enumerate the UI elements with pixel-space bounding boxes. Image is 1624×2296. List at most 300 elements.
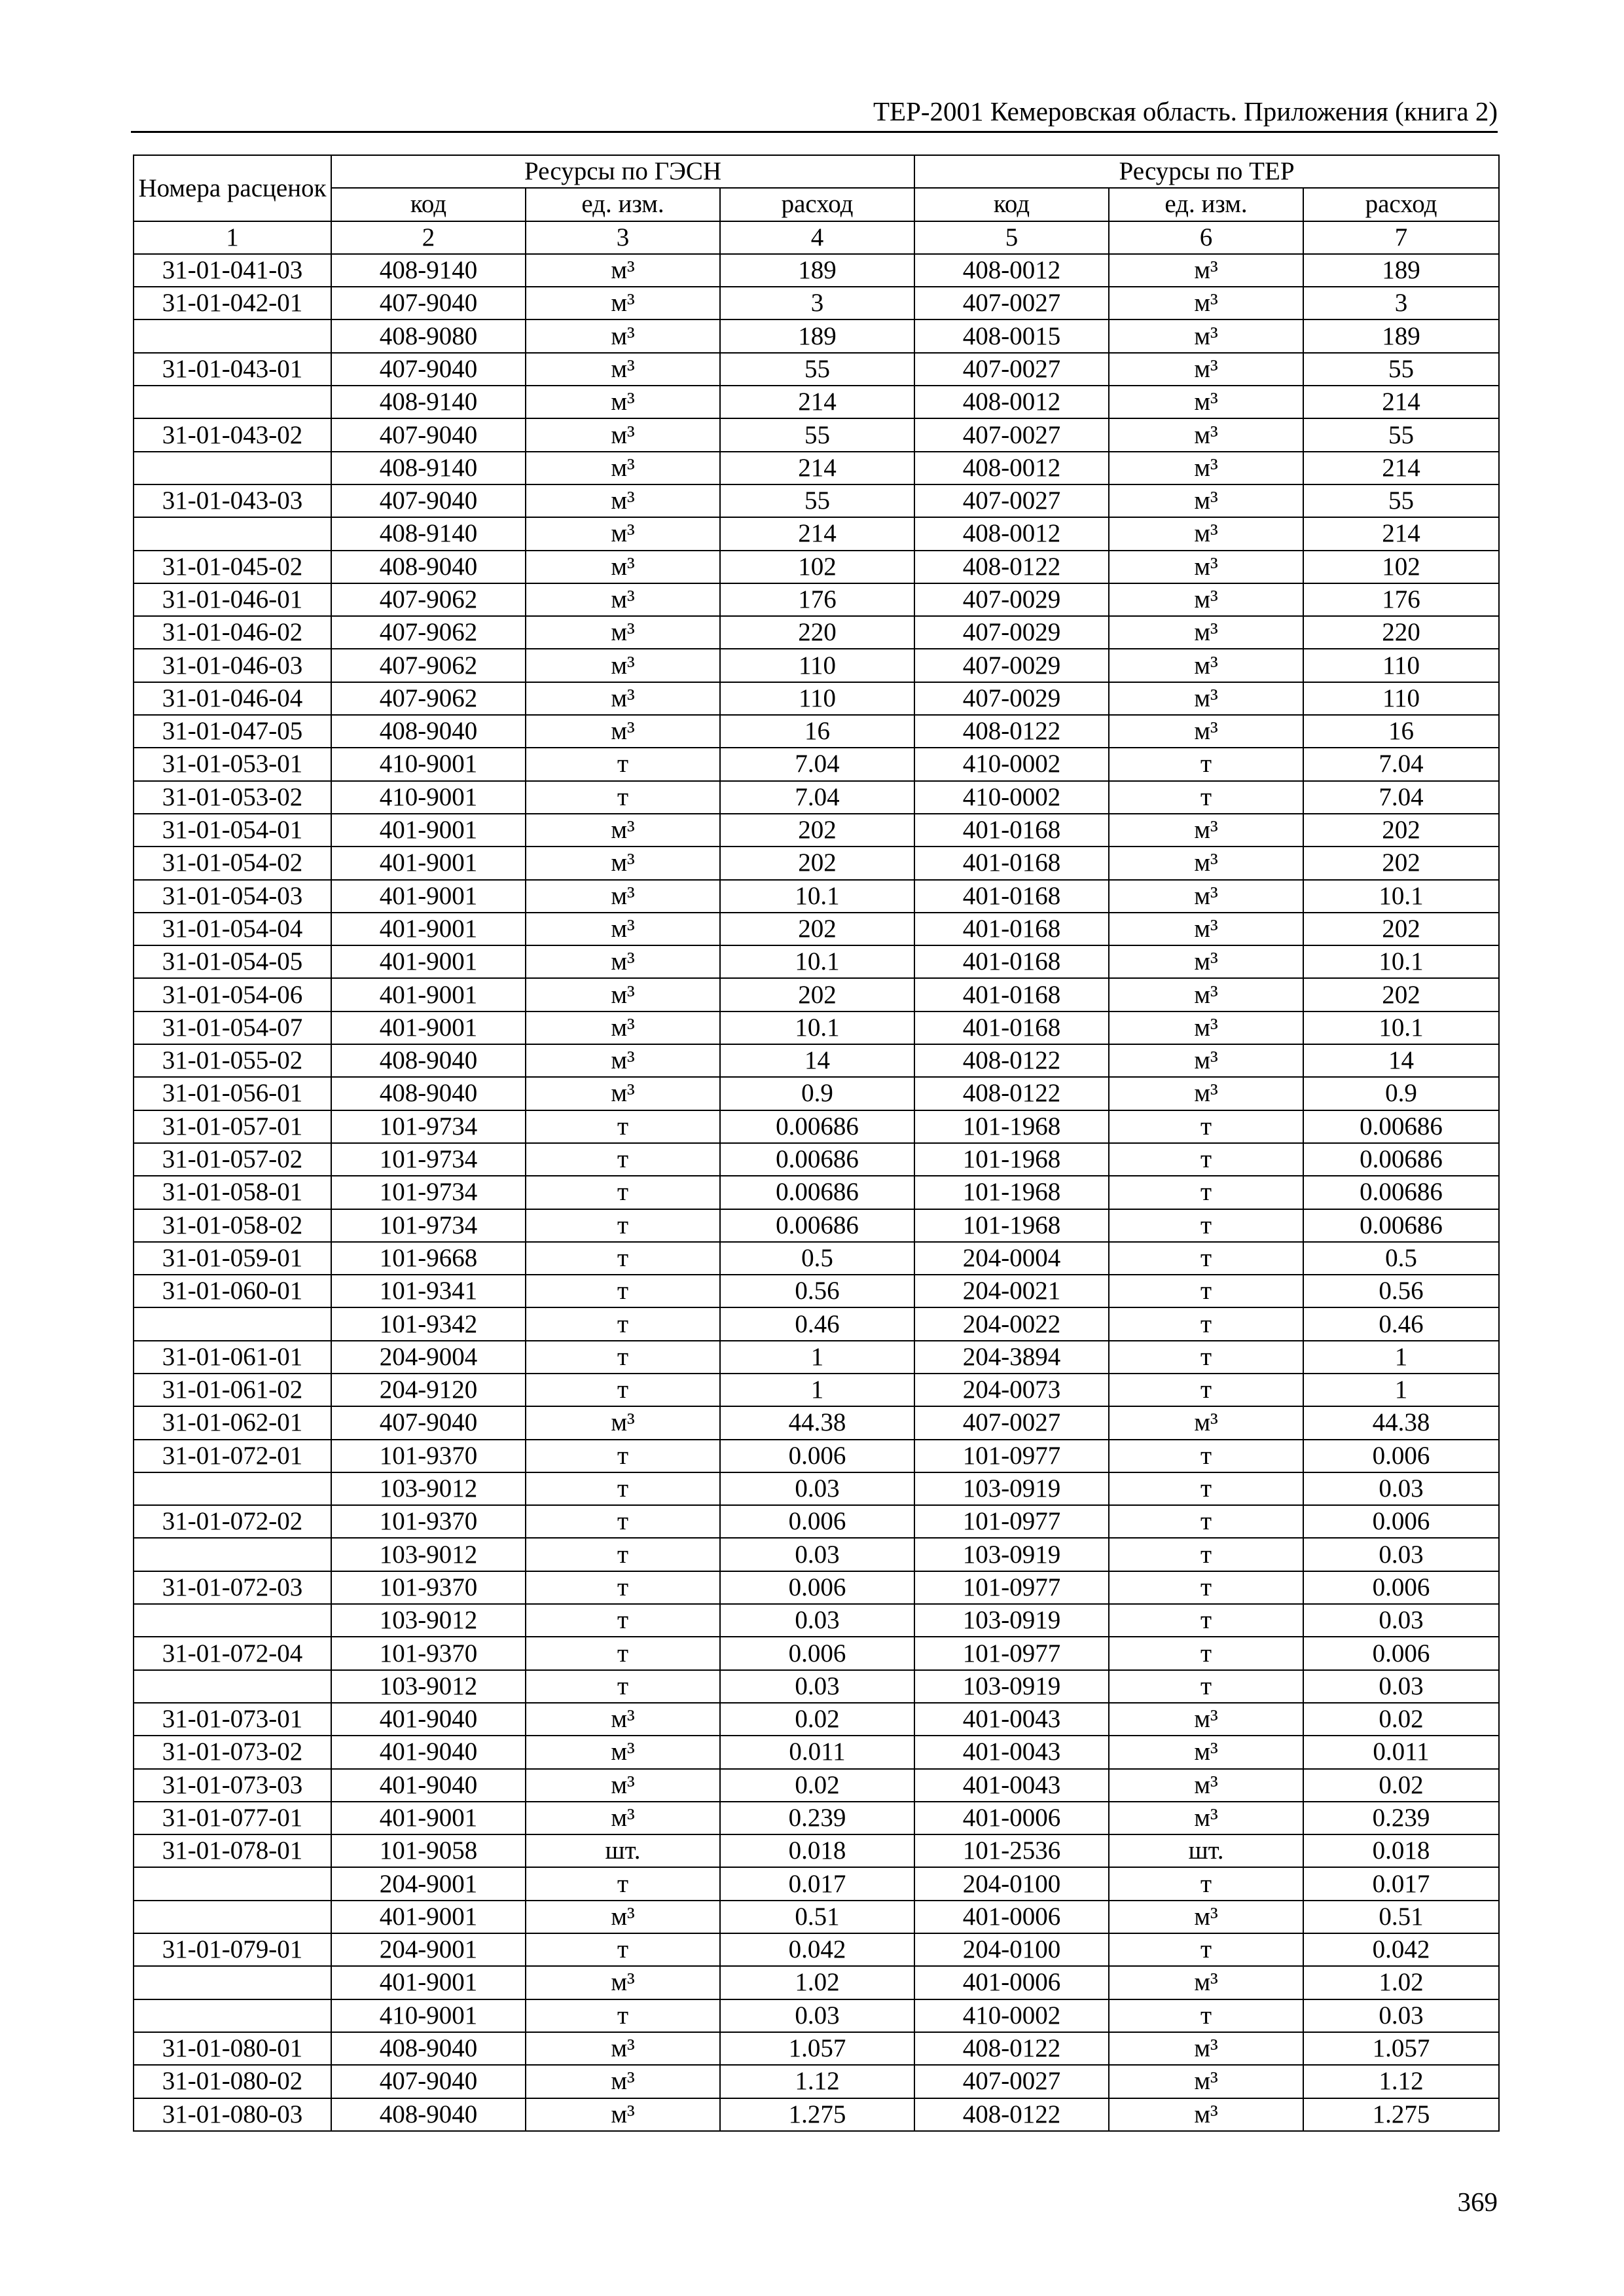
cell-gesn-unit: т (526, 1867, 720, 1900)
cell-rate-number (134, 1472, 331, 1505)
column-header-ter-qty: расход (1303, 188, 1499, 221)
cell-ter-qty: 0.011 (1303, 1736, 1499, 1768)
table-body (134, 254, 1499, 2131)
cell-rate-number: 31-01-077-01 (134, 1802, 331, 1834)
cell-gesn-unit: т (526, 1440, 720, 1472)
cell-ter-unit: м³ (1109, 353, 1303, 386)
cell-ter-code: 204-0021 (914, 1275, 1109, 1307)
cell-gesn-qty: 0.00686 (720, 1143, 914, 1176)
table-row (134, 2098, 1499, 2131)
table-row (134, 715, 1499, 748)
cell-rate-number: 31-01-072-02 (134, 1505, 331, 1538)
table-row (134, 682, 1499, 715)
cell-gesn-unit: м³ (526, 517, 720, 550)
cell-gesn-qty: 0.017 (720, 1867, 914, 1900)
cell-ter-unit: т (1109, 748, 1303, 780)
cell-ter-qty: 0.03 (1303, 1604, 1499, 1637)
cell-gesn-qty: 202 (720, 847, 914, 879)
table-row (134, 945, 1499, 978)
cell-gesn-unit: м³ (526, 319, 720, 352)
column-group-gesn: Ресурсы по ГЭСН (331, 155, 914, 188)
cell-ter-qty: 102 (1303, 551, 1499, 583)
cell-ter-qty: 55 (1303, 353, 1499, 386)
cell-ter-qty: 0.00686 (1303, 1110, 1499, 1143)
cell-rate-number: 31-01-072-04 (134, 1637, 331, 1669)
cell-ter-code: 410-0002 (914, 1999, 1109, 2032)
cell-gesn-qty: 0.006 (720, 1505, 914, 1538)
cell-gesn-code: 410-9001 (331, 1999, 526, 2032)
cell-gesn-qty: 0.9 (720, 1077, 914, 1110)
cell-ter-code: 408-0012 (914, 517, 1109, 550)
cell-rate-number: 31-01-078-01 (134, 1834, 331, 1867)
cell-gesn-unit: м³ (526, 1044, 720, 1077)
cell-gesn-code: 401-9001 (331, 1802, 526, 1834)
cell-gesn-unit: м³ (526, 1736, 720, 1768)
cell-rate-number: 31-01-057-02 (134, 1143, 331, 1176)
table-row (134, 847, 1499, 879)
resource-table (133, 155, 1500, 2132)
cell-rate-number: 31-01-073-01 (134, 1703, 331, 1736)
cell-ter-unit: м³ (1109, 978, 1303, 1011)
cell-ter-code: 401-0006 (914, 1966, 1109, 1999)
cell-gesn-code: 101-9341 (331, 1275, 526, 1307)
cell-ter-qty: 1.275 (1303, 2098, 1499, 2131)
table-row (134, 484, 1499, 517)
cell-gesn-qty: 10.1 (720, 1011, 914, 1044)
column-number: 6 (1109, 221, 1303, 254)
cell-gesn-qty: 0.03 (720, 1604, 914, 1637)
cell-ter-qty: 189 (1303, 254, 1499, 287)
cell-ter-unit: м³ (1109, 649, 1303, 682)
cell-gesn-code: 101-9734 (331, 1209, 526, 1242)
table-row (134, 1571, 1499, 1604)
cell-gesn-qty: 0.03 (720, 1538, 914, 1571)
cell-gesn-unit: т (526, 1275, 720, 1307)
cell-gesn-unit: м³ (526, 1966, 720, 1999)
cell-gesn-unit: м³ (526, 2032, 720, 2065)
cell-gesn-unit: м³ (526, 2098, 720, 2131)
cell-gesn-qty: 0.51 (720, 1901, 914, 1933)
cell-rate-number (134, 1670, 331, 1703)
cell-ter-code: 407-0027 (914, 484, 1109, 517)
cell-gesn-qty: 3 (720, 287, 914, 319)
cell-gesn-unit: м³ (526, 1802, 720, 1834)
cell-gesn-unit: т (526, 1637, 720, 1669)
cell-gesn-qty: 55 (720, 353, 914, 386)
cell-ter-code: 101-1968 (914, 1176, 1109, 1209)
table-row (134, 1769, 1499, 1802)
cell-gesn-unit: т (526, 1307, 720, 1340)
table-row (134, 1901, 1499, 1933)
cell-ter-code: 407-0027 (914, 2065, 1109, 2098)
cell-ter-unit: т (1109, 1867, 1303, 1900)
cell-gesn-unit: м³ (526, 1406, 720, 1439)
cell-rate-number (134, 1999, 331, 2032)
cell-gesn-code: 101-9370 (331, 1440, 526, 1472)
cell-ter-qty: 10.1 (1303, 1011, 1499, 1044)
cell-ter-qty: 0.03 (1303, 1670, 1499, 1703)
table-row (134, 1703, 1499, 1736)
cell-rate-number: 31-01-073-02 (134, 1736, 331, 1768)
cell-ter-unit: т (1109, 1604, 1303, 1637)
cell-gesn-code: 401-9040 (331, 1769, 526, 1802)
cell-gesn-unit: м³ (526, 978, 720, 1011)
table-row (134, 1176, 1499, 1209)
cell-gesn-code: 407-9062 (331, 649, 526, 682)
cell-ter-code: 408-0012 (914, 452, 1109, 484)
cell-ter-code: 103-0919 (914, 1472, 1109, 1505)
cell-gesn-unit: м³ (526, 484, 720, 517)
cell-rate-number: 31-01-062-01 (134, 1406, 331, 1439)
cell-ter-code: 408-0122 (914, 2032, 1109, 2065)
cell-gesn-code: 101-9342 (331, 1307, 526, 1340)
cell-gesn-unit: т (526, 748, 720, 780)
table-row (134, 1011, 1499, 1044)
cell-ter-code: 408-0122 (914, 2098, 1109, 2131)
cell-ter-code: 101-1968 (914, 1110, 1109, 1143)
cell-ter-unit: м³ (1109, 814, 1303, 847)
cell-gesn-code: 401-9001 (331, 1011, 526, 1044)
cell-gesn-qty: 0.03 (720, 1670, 914, 1703)
cell-gesn-unit: м³ (526, 353, 720, 386)
cell-gesn-code: 408-9040 (331, 2098, 526, 2131)
table-row (134, 1242, 1499, 1275)
cell-ter-unit: м³ (1109, 319, 1303, 352)
cell-rate-number (134, 517, 331, 550)
cell-ter-code: 408-0012 (914, 386, 1109, 418)
cell-gesn-unit: м³ (526, 583, 720, 616)
cell-ter-unit: шт. (1109, 1834, 1303, 1867)
cell-rate-number: 31-01-054-04 (134, 913, 331, 945)
table-row (134, 1440, 1499, 1472)
cell-gesn-unit: м³ (526, 616, 720, 649)
table-row (134, 1275, 1499, 1307)
table-row (134, 1999, 1499, 2032)
cell-rate-number: 31-01-042-01 (134, 287, 331, 319)
cell-gesn-unit: м³ (526, 945, 720, 978)
cell-ter-unit: м³ (1109, 945, 1303, 978)
cell-gesn-unit: м³ (526, 1077, 720, 1110)
cell-ter-unit: т (1109, 1275, 1303, 1307)
cell-gesn-qty: 0.018 (720, 1834, 914, 1867)
cell-gesn-qty: 44.38 (720, 1406, 914, 1439)
cell-gesn-unit: т (526, 1242, 720, 1275)
header-row-subcolumns (134, 188, 1499, 221)
cell-ter-code: 408-0012 (914, 254, 1109, 287)
cell-ter-unit: м³ (1109, 1406, 1303, 1439)
cell-ter-code: 101-0977 (914, 1637, 1109, 1669)
cell-gesn-qty: 0.006 (720, 1571, 914, 1604)
column-header-ter-code: код (914, 188, 1109, 221)
table-row (134, 1834, 1499, 1867)
cell-gesn-code: 408-9040 (331, 551, 526, 583)
table-row (134, 353, 1499, 386)
cell-ter-qty: 0.017 (1303, 1867, 1499, 1900)
cell-gesn-code: 408-9040 (331, 2032, 526, 2065)
cell-ter-code: 204-0100 (914, 1867, 1109, 1900)
cell-ter-code: 408-0015 (914, 319, 1109, 352)
cell-gesn-code: 401-9001 (331, 1966, 526, 1999)
cell-ter-code: 204-0100 (914, 1933, 1109, 1966)
cell-gesn-qty: 0.042 (720, 1933, 914, 1966)
table-row (134, 1341, 1499, 1374)
cell-gesn-code: 103-9012 (331, 1670, 526, 1703)
cell-ter-qty: 55 (1303, 484, 1499, 517)
cell-ter-qty: 202 (1303, 847, 1499, 879)
cell-gesn-code: 101-9668 (331, 1242, 526, 1275)
cell-gesn-qty: 189 (720, 319, 914, 352)
cell-ter-qty: 189 (1303, 319, 1499, 352)
cell-ter-unit: т (1109, 1110, 1303, 1143)
cell-rate-number: 31-01-045-02 (134, 551, 331, 583)
cell-gesn-qty: 16 (720, 715, 914, 748)
cell-gesn-unit: т (526, 1176, 720, 1209)
table-row (134, 2032, 1499, 2065)
cell-ter-unit: м³ (1109, 551, 1303, 583)
cell-gesn-unit: т (526, 1110, 720, 1143)
cell-gesn-qty: 0.006 (720, 1637, 914, 1669)
cell-ter-unit: м³ (1109, 418, 1303, 451)
column-group-ter: Ресурсы по ТЕР (914, 155, 1499, 188)
cell-gesn-qty: 202 (720, 913, 914, 945)
cell-rate-number: 31-01-054-07 (134, 1011, 331, 1044)
cell-gesn-qty: 0.02 (720, 1769, 914, 1802)
cell-rate-number: 31-01-080-03 (134, 2098, 331, 2131)
cell-ter-code: 407-0027 (914, 1406, 1109, 1439)
cell-rate-number: 31-01-073-03 (134, 1769, 331, 1802)
cell-ter-code: 401-0168 (914, 978, 1109, 1011)
cell-ter-unit: т (1109, 781, 1303, 814)
table-row (134, 1604, 1499, 1637)
cell-gesn-unit: м³ (526, 880, 720, 913)
cell-ter-code: 401-0168 (914, 814, 1109, 847)
cell-ter-qty: 0.5 (1303, 1242, 1499, 1275)
cell-ter-qty: 1.057 (1303, 2032, 1499, 2065)
cell-ter-qty: 202 (1303, 978, 1499, 1011)
cell-rate-number: 31-01-043-03 (134, 484, 331, 517)
cell-ter-unit: м³ (1109, 254, 1303, 287)
cell-ter-code: 101-1968 (914, 1209, 1109, 1242)
cell-gesn-unit: т (526, 1571, 720, 1604)
table-row (134, 1110, 1499, 1143)
column-number: 7 (1303, 221, 1499, 254)
cell-ter-qty: 1.02 (1303, 1966, 1499, 1999)
cell-rate-number: 31-01-054-05 (134, 945, 331, 978)
cell-rate-number: 31-01-072-01 (134, 1440, 331, 1472)
cell-gesn-code: 408-9080 (331, 319, 526, 352)
cell-ter-qty: 0.03 (1303, 1472, 1499, 1505)
cell-ter-code: 410-0002 (914, 781, 1109, 814)
cell-gesn-unit: м³ (526, 386, 720, 418)
cell-gesn-unit: м³ (526, 913, 720, 945)
cell-ter-unit: т (1109, 1209, 1303, 1242)
cell-ter-code: 204-0022 (914, 1307, 1109, 1340)
cell-ter-qty: 220 (1303, 616, 1499, 649)
cell-ter-unit: т (1109, 1143, 1303, 1176)
cell-ter-unit: т (1109, 1670, 1303, 1703)
cell-ter-unit: м³ (1109, 1802, 1303, 1834)
cell-ter-qty: 214 (1303, 386, 1499, 418)
cell-ter-code: 407-0027 (914, 353, 1109, 386)
cell-rate-number (134, 1867, 331, 1900)
cell-ter-code: 401-0043 (914, 1736, 1109, 1768)
cell-ter-qty: 0.018 (1303, 1834, 1499, 1867)
cell-ter-qty: 1 (1303, 1341, 1499, 1374)
cell-ter-qty: 0.00686 (1303, 1176, 1499, 1209)
cell-gesn-code: 204-9001 (331, 1933, 526, 1966)
table-row (134, 1374, 1499, 1406)
cell-ter-qty: 55 (1303, 418, 1499, 451)
cell-gesn-unit: м³ (526, 682, 720, 715)
cell-gesn-code: 407-9040 (331, 287, 526, 319)
cell-rate-number: 31-01-054-06 (134, 978, 331, 1011)
cell-ter-code: 204-0004 (914, 1242, 1109, 1275)
cell-ter-unit: т (1109, 1307, 1303, 1340)
cell-gesn-qty: 202 (720, 978, 914, 1011)
cell-gesn-code: 407-9040 (331, 484, 526, 517)
cell-gesn-qty: 0.5 (720, 1242, 914, 1275)
table-row (134, 517, 1499, 550)
running-header: ТЕР-2001 Кемеровская область. Приложения (книга 2) (873, 96, 1498, 126)
cell-gesn-code: 410-9001 (331, 748, 526, 780)
cell-ter-code: 103-0919 (914, 1538, 1109, 1571)
cell-gesn-qty: 10.1 (720, 880, 914, 913)
cell-gesn-code: 204-9004 (331, 1341, 526, 1374)
cell-gesn-code: 408-9140 (331, 386, 526, 418)
cell-ter-unit: т (1109, 1374, 1303, 1406)
cell-ter-qty: 7.04 (1303, 781, 1499, 814)
cell-gesn-code: 101-9058 (331, 1834, 526, 1867)
table-row (134, 1637, 1499, 1669)
cell-gesn-code: 103-9012 (331, 1538, 526, 1571)
cell-ter-unit: м³ (1109, 1769, 1303, 1802)
cell-ter-qty: 0.56 (1303, 1275, 1499, 1307)
cell-gesn-code: 401-9040 (331, 1736, 526, 1768)
cell-ter-code: 101-2536 (914, 1834, 1109, 1867)
cell-gesn-qty: 220 (720, 616, 914, 649)
cell-ter-qty: 0.02 (1303, 1703, 1499, 1736)
cell-gesn-code: 407-9040 (331, 353, 526, 386)
cell-rate-number: 31-01-047-05 (134, 715, 331, 748)
cell-gesn-unit: м³ (526, 418, 720, 451)
cell-rate-number: 31-01-080-02 (134, 2065, 331, 2098)
cell-ter-code: 401-0168 (914, 913, 1109, 945)
cell-gesn-code: 101-9370 (331, 1637, 526, 1669)
cell-gesn-unit: м³ (526, 1703, 720, 1736)
cell-ter-unit: м³ (1109, 1901, 1303, 1933)
table-row (134, 1867, 1499, 1900)
cell-ter-qty: 0.03 (1303, 1538, 1499, 1571)
cell-gesn-qty: 7.04 (720, 748, 914, 780)
cell-gesn-code: 204-9120 (331, 1374, 526, 1406)
cell-gesn-unit: м³ (526, 814, 720, 847)
cell-gesn-qty: 1 (720, 1341, 914, 1374)
cell-rate-number (134, 1901, 331, 1933)
cell-ter-code: 401-0168 (914, 880, 1109, 913)
cell-ter-unit: т (1109, 1341, 1303, 1374)
column-header-gesn-qty: расход (720, 188, 914, 221)
cell-gesn-qty: 55 (720, 484, 914, 517)
table-row (134, 913, 1499, 945)
cell-ter-qty: 16 (1303, 715, 1499, 748)
cell-ter-qty: 176 (1303, 583, 1499, 616)
table-row (134, 1966, 1499, 1999)
table-row (134, 649, 1499, 682)
table-row (134, 1802, 1499, 1834)
cell-ter-qty: 214 (1303, 452, 1499, 484)
cell-ter-unit: т (1109, 1637, 1303, 1669)
cell-gesn-qty: 10.1 (720, 945, 914, 978)
cell-rate-number (134, 1966, 331, 1999)
column-number: 3 (526, 221, 720, 254)
cell-gesn-unit: т (526, 1670, 720, 1703)
cell-ter-unit: т (1109, 1176, 1303, 1209)
cell-ter-unit: т (1109, 1505, 1303, 1538)
cell-rate-number: 31-01-061-01 (134, 1341, 331, 1374)
cell-rate-number (134, 319, 331, 352)
cell-gesn-unit: т (526, 1143, 720, 1176)
cell-rate-number: 31-01-080-01 (134, 2032, 331, 2065)
cell-gesn-code: 407-9062 (331, 616, 526, 649)
table-row (134, 2065, 1499, 2098)
cell-ter-unit: т (1109, 1472, 1303, 1505)
cell-ter-unit: т (1109, 1571, 1303, 1604)
cell-ter-unit: м³ (1109, 715, 1303, 748)
cell-rate-number (134, 1604, 331, 1637)
table-row (134, 1077, 1499, 1110)
cell-rate-number: 31-01-079-01 (134, 1933, 331, 1966)
table-row (134, 1736, 1499, 1768)
cell-gesn-qty: 0.03 (720, 1472, 914, 1505)
cell-ter-code: 401-0043 (914, 1769, 1109, 1802)
cell-gesn-code: 407-9040 (331, 1406, 526, 1439)
cell-gesn-qty: 0.011 (720, 1736, 914, 1768)
cell-gesn-code: 101-9370 (331, 1505, 526, 1538)
cell-rate-number (134, 386, 331, 418)
cell-ter-qty: 14 (1303, 1044, 1499, 1077)
table-row (134, 1044, 1499, 1077)
cell-gesn-qty: 214 (720, 386, 914, 418)
cell-rate-number (134, 452, 331, 484)
table-row (134, 418, 1499, 451)
cell-ter-qty: 0.51 (1303, 1901, 1499, 1933)
cell-gesn-unit: м³ (526, 649, 720, 682)
cell-rate-number: 31-01-058-02 (134, 1209, 331, 1242)
cell-gesn-code: 401-9001 (331, 847, 526, 879)
cell-gesn-code: 408-9040 (331, 1044, 526, 1077)
cell-gesn-qty: 55 (720, 418, 914, 451)
cell-gesn-qty: 0.00686 (720, 1110, 914, 1143)
cell-ter-unit: т (1109, 1933, 1303, 1966)
cell-gesn-code: 401-9001 (331, 978, 526, 1011)
cell-ter-qty: 10.1 (1303, 945, 1499, 978)
cell-gesn-qty: 0.46 (720, 1307, 914, 1340)
cell-gesn-code: 401-9001 (331, 814, 526, 847)
cell-gesn-unit: т (526, 1472, 720, 1505)
table-row (134, 781, 1499, 814)
cell-rate-number: 31-01-055-02 (134, 1044, 331, 1077)
column-header-gesn-unit: ед. изм. (526, 188, 720, 221)
cell-ter-unit: м³ (1109, 847, 1303, 879)
cell-gesn-code: 401-9001 (331, 880, 526, 913)
cell-ter-unit: т (1109, 1538, 1303, 1571)
cell-ter-unit: м³ (1109, 1044, 1303, 1077)
cell-gesn-code: 408-9140 (331, 452, 526, 484)
cell-ter-code: 408-0122 (914, 551, 1109, 583)
cell-gesn-unit: м³ (526, 551, 720, 583)
header-row-column-numbers (134, 221, 1499, 254)
cell-ter-qty: 0.042 (1303, 1933, 1499, 1966)
